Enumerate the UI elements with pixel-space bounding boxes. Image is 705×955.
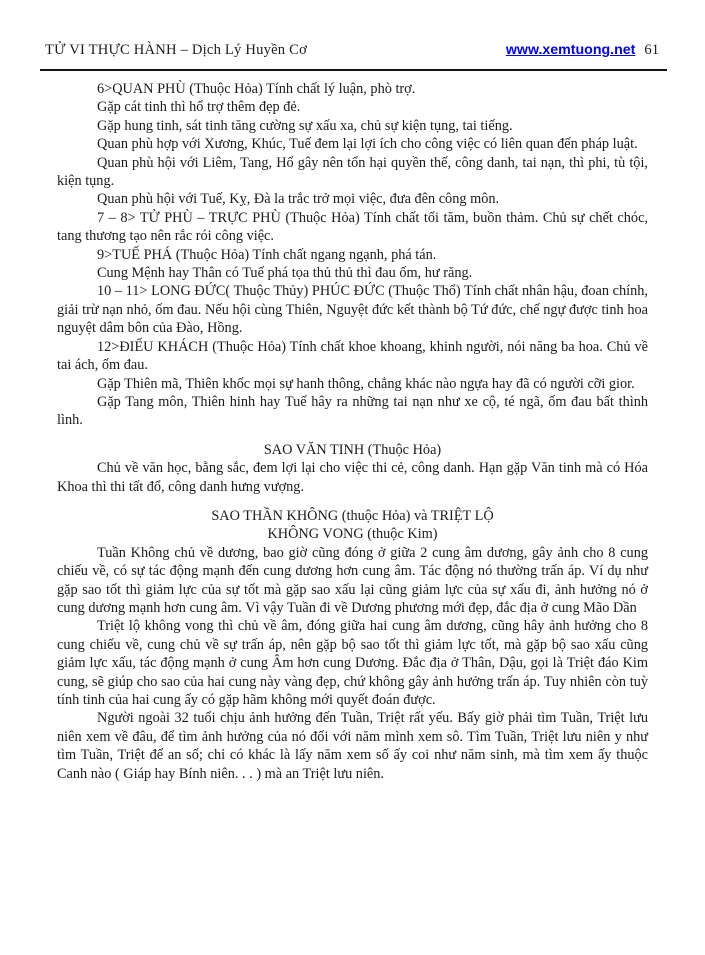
paragraph: 6>QUAN PHÙ (Thuộc Hỏa) Tính chất lý luận, phò trợ. — [97, 81, 416, 97]
section-heading: SAO THẦN KHÔNG (thuộc Hỏa) và TRIỆT LỘ — [211, 507, 494, 524]
page-header — [45, 42, 659, 59]
paragraph: 7 – 8> TỬ PHÙ – TRỰC PHÙ (Thuộc Hỏa) Tính chất tối tăm, buồn thảm. Chủ sự chết chóc, tang thương tạo nên rắc rói công việc. — [57, 209, 648, 245]
paragraph: Quan phù hợp với Xương, Khúc, Tuế đem lại lợi ích cho công việc có liên quan đến pháp luật. — [97, 136, 638, 153]
paragraph: Gặp Thiên mã, Thiên khốc mọi sự hanh thông, chẳng khác nào ngựa hay đã có người cỡi gior. — [97, 375, 635, 392]
website-link[interactable]: www.xemtuong.net — [505, 42, 636, 58]
paragraph: Quan phù hội với Tuế, Kỵ, Đà la trắc trở mọi việc, đưa đên công môn. — [97, 191, 500, 208]
paragraph: Gặp hung tinh, sát tinh tăng cường sự xấu xa, chủ sự kiện tụng, tai tiếng. — [97, 117, 513, 134]
section-heading: KHÔNG VONG (thuộc Kim) — [267, 526, 438, 543]
paragraph: 12>ĐIẾU KHÁCH (Thuộc Hỏa) Tính chất khoe khoang, khinh người, nói năng ba hoa. Chủ về tai ách, ốm đau. — [57, 338, 648, 374]
section-heading: SAO VĂN TINH (Thuộc Hỏa) — [263, 441, 442, 458]
paragraph: Cung Mệnh hay Thân có Tuế phá tọa thủ thủ thì đau ốm, hư răng. — [97, 265, 473, 282]
paragraph: Chủ về văn học, bằng sắc, đem lợi lại cho việc thi cẻ, công danh. Hạn gặp Văn tinh mà có Hóa Khoa thì thi tất đổ, công danh hưng vượng. — [57, 460, 648, 495]
paragraph: Triệt lộ không vong thì chủ về âm, đóng giữa hai cung âm dương, cũng hây ảnh hưởng cho 8 cung chiếu về, cung chủ về sự trấn áp, nên gặp bộ sao tốt thì giảm lực tốt, mà gặp bộ sao xấu cũng giảm lực xấu, tác động mạnh ở cung Âm hơn cung Dương. Đắc địa ở Thân, Dậu, gọi là Triệt đáo Kim cung, sẽ giúp cho sao của hai cung này vàng đẹp, chứ không gây ảnh hưởng trấn áp. Tuy nhiên còn tuỳ tính tinh của hai cung ấy có gặp hãm không mới quyết đoán được. — [57, 618, 648, 708]
paragraph: Gặp cát tinh thì hổ trợ thêm đẹp đẻ. — [97, 99, 301, 116]
header-title: TỬ VI THỰC HÀNH – Dịch Lý Huyền Cơ — [45, 42, 307, 58]
paragraph: 10 – 11> LONG ĐỨC( Thuộc Thủy) PHÚC ĐỨC (Thuộc Thổ) Tính chất nhân hậu, đoan chính, giải trừ nạn nhỏ, ốm đau. Nếu hội cùng Thiên, Nguyệt đức kết thành bộ Tứ đức, chế ngự được tinh hoa nguyệt dâm bôn của Đào, Hồng. — [57, 283, 648, 337]
header-right — [506, 42, 659, 59]
paragraph: Gặp Tang môn, Thiên hinh hay Tuế hây ra những tai nạn như xe cộ, té ngã, ốm đau bất thình lình. — [57, 393, 648, 429]
paragraph: Quan phù hội với Liêm, Tang, Hổ gây nên tổn hại quyền thế, công danh, tai nạn, thì phi, tù tội, kiện tụng. — [57, 154, 648, 190]
document-body — [57, 80, 648, 783]
header-rule — [40, 69, 667, 71]
document-page — [0, 42, 705, 955]
page-number: 61 — [644, 42, 659, 58]
paragraph: 9>TUẾ PHÁ (Thuộc Hỏa) Tính chất ngang ngạnh, phá tán. — [97, 246, 437, 263]
paragraph: Tuần Không chủ về dương, bao giờ cũng đóng ở giữa 2 cung âm dương, gây ảnh cho 8 cung chiếu về, có sự tác động mạnh đến cung dương hơn cung âm. Tác động nó thường trấn áp. Ví dụ như gặp sao tốt thì giảm lực của sự tốt mà gặp sao xấu lại cũng giảm lực của sự xấu đi, ảnh hưởng nó ở cung dương mạnh hơn cung âm. Vì vậy Tuần đi về Dương phương mới đẹp, đắc địa ở cung Mão Dần — [57, 544, 648, 616]
paragraph: Người ngoài 32 tuổi chịu ảnh hưởng đến Tuần, Triệt rất yếu. Bấy giờ phải tìm Tuần, Triệt lưu niên xem về đâu, để tìm ảnh hưởng của nó đối với năm mình xem sô. Tìm Tuần, Triệt lưu niên y như tìm Tuần, Triệt để an số; chỉ có khác là lấy năm xem số ấy coi như năm sinh, mà tìm xem ấy thuộc Canh nào ( Giáp hay Bính niên. . . ) mà an Triệt lưu niên. — [57, 710, 648, 782]
